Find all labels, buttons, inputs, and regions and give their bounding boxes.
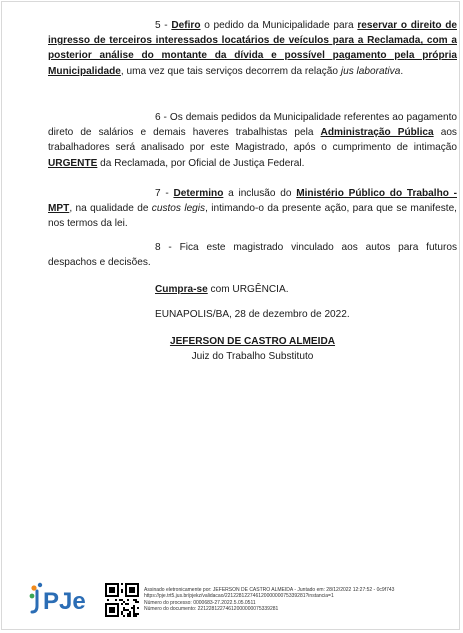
bold-term: Determino: [173, 188, 224, 199]
text-run: a inclusão do: [223, 188, 297, 199]
paragraph-6: [48, 110, 457, 171]
text-run: EUNAPOLIS/BA, 28 de dezembro de 2022.: [155, 309, 350, 320]
paragraph-7: [48, 186, 457, 232]
italic-term: custos legis: [151, 203, 206, 215]
pje-logo-icon: [28, 582, 100, 618]
text-run: o pedido da Municipalidade para: [200, 20, 358, 31]
bold-term: Administração Pública: [320, 127, 434, 139]
text-run: .: [400, 65, 404, 77]
document-number: Número do documento: 22122812274612000000075339281: [144, 606, 279, 613]
text-run: com URGÊNCIA.: [207, 284, 289, 295]
signature-metadata: [144, 587, 454, 613]
text-run: 8 - Fica este magistrado vinculado aos autos para futuros despachos e decisões.: [48, 242, 457, 269]
bold-term: Ministério Público do Trabalho - MPT: [48, 188, 457, 215]
qr-code[interactable]: [105, 583, 139, 617]
cumpra-se-line: [48, 282, 457, 297]
bold-term: reservar o direito de ingresso de terceiros interessados locatários de veículos para a Reclamada, com a posterior análise do montante da dívida e possível pagamento pela própria Municipalidade: [48, 20, 457, 77]
signature-role: Juiz do Trabalho Substituto: [191, 351, 314, 362]
signer-name: JEFERSON DE CASTRO ALMEIDA: [169, 336, 336, 347]
qr-code-icon: [105, 583, 139, 617]
paragraph-5: [48, 18, 457, 79]
bold-term: Cumpra-se: [155, 284, 208, 295]
text-run: , uma vez que tais serviços decorrem da relação: [120, 65, 341, 77]
place-date: [48, 307, 457, 322]
pje-logo-text: PJe: [43, 588, 86, 615]
electronic-signature-footer: [28, 580, 448, 622]
text-run: , na qualidade de: [69, 203, 152, 215]
bold-term: Defiro: [171, 20, 201, 31]
text-run: 6 - Os demais pedidos da Municipalidade referentes ao pagamento direto de salários e demais haveres trabalhistas pela: [48, 112, 457, 139]
signed-by-line: Assinado eletronicamente por: JEFERSON DE CASTRO ALMEIDA - Juntado em: 28/12/2022 12:27:52 - 0c9f743: [144, 587, 395, 593]
text-run: aos trabalhadores será analisado por este Magistrado, após o cumprimento de intimação: [48, 127, 457, 154]
process-number: Número do processo: 0000683-27.2022.5.05.0511: [144, 599, 256, 606]
bold-term: URGENTE: [48, 157, 98, 169]
pje-logo: [28, 582, 100, 618]
italic-term: jus laborativa: [340, 65, 401, 77]
text-run: 7 -: [155, 188, 174, 199]
paragraph-8: [48, 240, 457, 270]
text-run: 5 -: [155, 20, 172, 31]
validation-url[interactable]: https://pje.trt5.jus.br/pjekz/validacao/22122812274612000000075339281?instancia=1: [144, 593, 334, 600]
text-run: , intimando-o da presente ação, para que se manifeste, nos termos da lei.: [48, 203, 457, 230]
text-run: da Reclamada, por Oficial de Justiça Federal.: [97, 157, 305, 169]
signature-name: [48, 334, 457, 349]
